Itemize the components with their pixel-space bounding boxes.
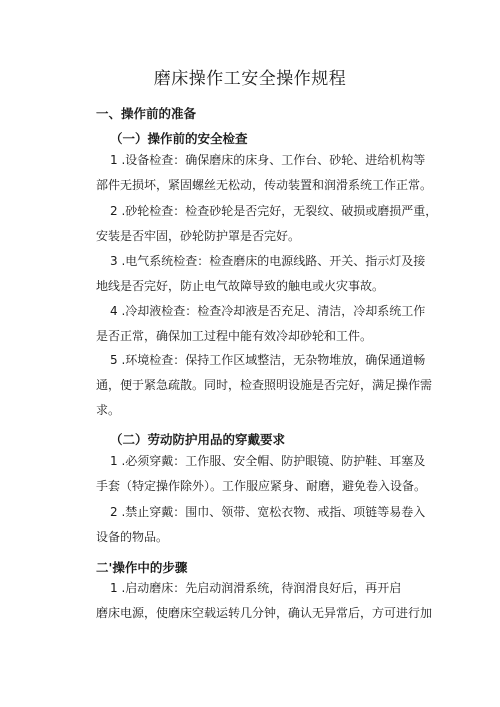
paragraph-must-wear (96, 449, 427, 499)
paragraph-line: 3 .电气系统检查：检查磨床的电源线路、开关、指示灯及接 (110, 254, 426, 268)
paragraph-coolant-check (96, 299, 426, 349)
paragraph-must-not-wear (96, 500, 426, 550)
paragraph-line: 4 .冷却液检查：检查冷却液是否充足、清洁，冷却系统工作 (110, 304, 426, 318)
paragraph-environment-check (96, 348, 433, 423)
paragraph-line: 2 .禁止穿戴：围巾、领带、宽松衣物、戒指、项链等易卷入 (110, 505, 426, 519)
paragraph-line: 2 .砂轮检查：检查砂轮是否完好，无裂纹、破损或磨损严重， (110, 204, 438, 218)
subsection-heading-safety-check: （一）操作前的安全检查 (110, 131, 248, 146)
paragraph-line: 1 .必须穿戴：工作服、安全帽、防护眼镜、防护鞋、耳塞及 (110, 454, 426, 468)
subsection-heading-protective-gear: （二）劳动防护用品的穿戴要求 (110, 432, 286, 447)
paragraph-line: 安装是否牢固，砂轮防护罩是否完好。 (96, 229, 301, 243)
paragraph-wheel-check (96, 199, 438, 249)
paragraph-start-grinder (96, 576, 433, 626)
paragraph-line: 通，便于紧急疏散。同时，检查照明设施是否完好，满足操作需 (96, 378, 433, 392)
paragraph-line: 1 .设备检查：确保磨床的床身、工作台、砂轮、进给机构等 (110, 153, 426, 167)
paragraph-line: 是否正常，确保加工过程中能有效冷却砂轮和工件。 (96, 329, 373, 343)
paragraph-electrical-check (96, 249, 426, 299)
section-heading-operation-steps: 二'操作中的步骤 (96, 560, 188, 575)
paragraph-line: 设备的物品。 (96, 530, 169, 544)
section-heading-preparation: 一、操作前的准备 (96, 106, 197, 121)
paragraph-line: 求。 (96, 403, 121, 417)
paragraph-line: 手套（特定操作除外）。工作服应紧身、耐磨，避免卷入设备。 (96, 479, 427, 493)
paragraph-line: 地线是否完好，防止电气故障导致的触电或火灾事故。 (96, 279, 385, 293)
paragraph-line: 1 .启动磨床：先启动润滑系统，待润滑良好后，再开启 (110, 581, 402, 595)
paragraph-line: 5 .环境检查：保持工作区域整洁，无杂物堆放，确保通道畅 (110, 353, 426, 367)
paragraph-line: 磨床电源，使磨床空载运转几分钟，确认无异常后，方可进行加 (96, 606, 433, 620)
paragraph-line: 部件无损坏，紧固螺丝无松动，传动装置和润滑系统工作正常。 (96, 178, 433, 192)
document-title: 磨床操作工安全操作规程 (153, 69, 347, 89)
paragraph-equipment-check (96, 148, 433, 198)
